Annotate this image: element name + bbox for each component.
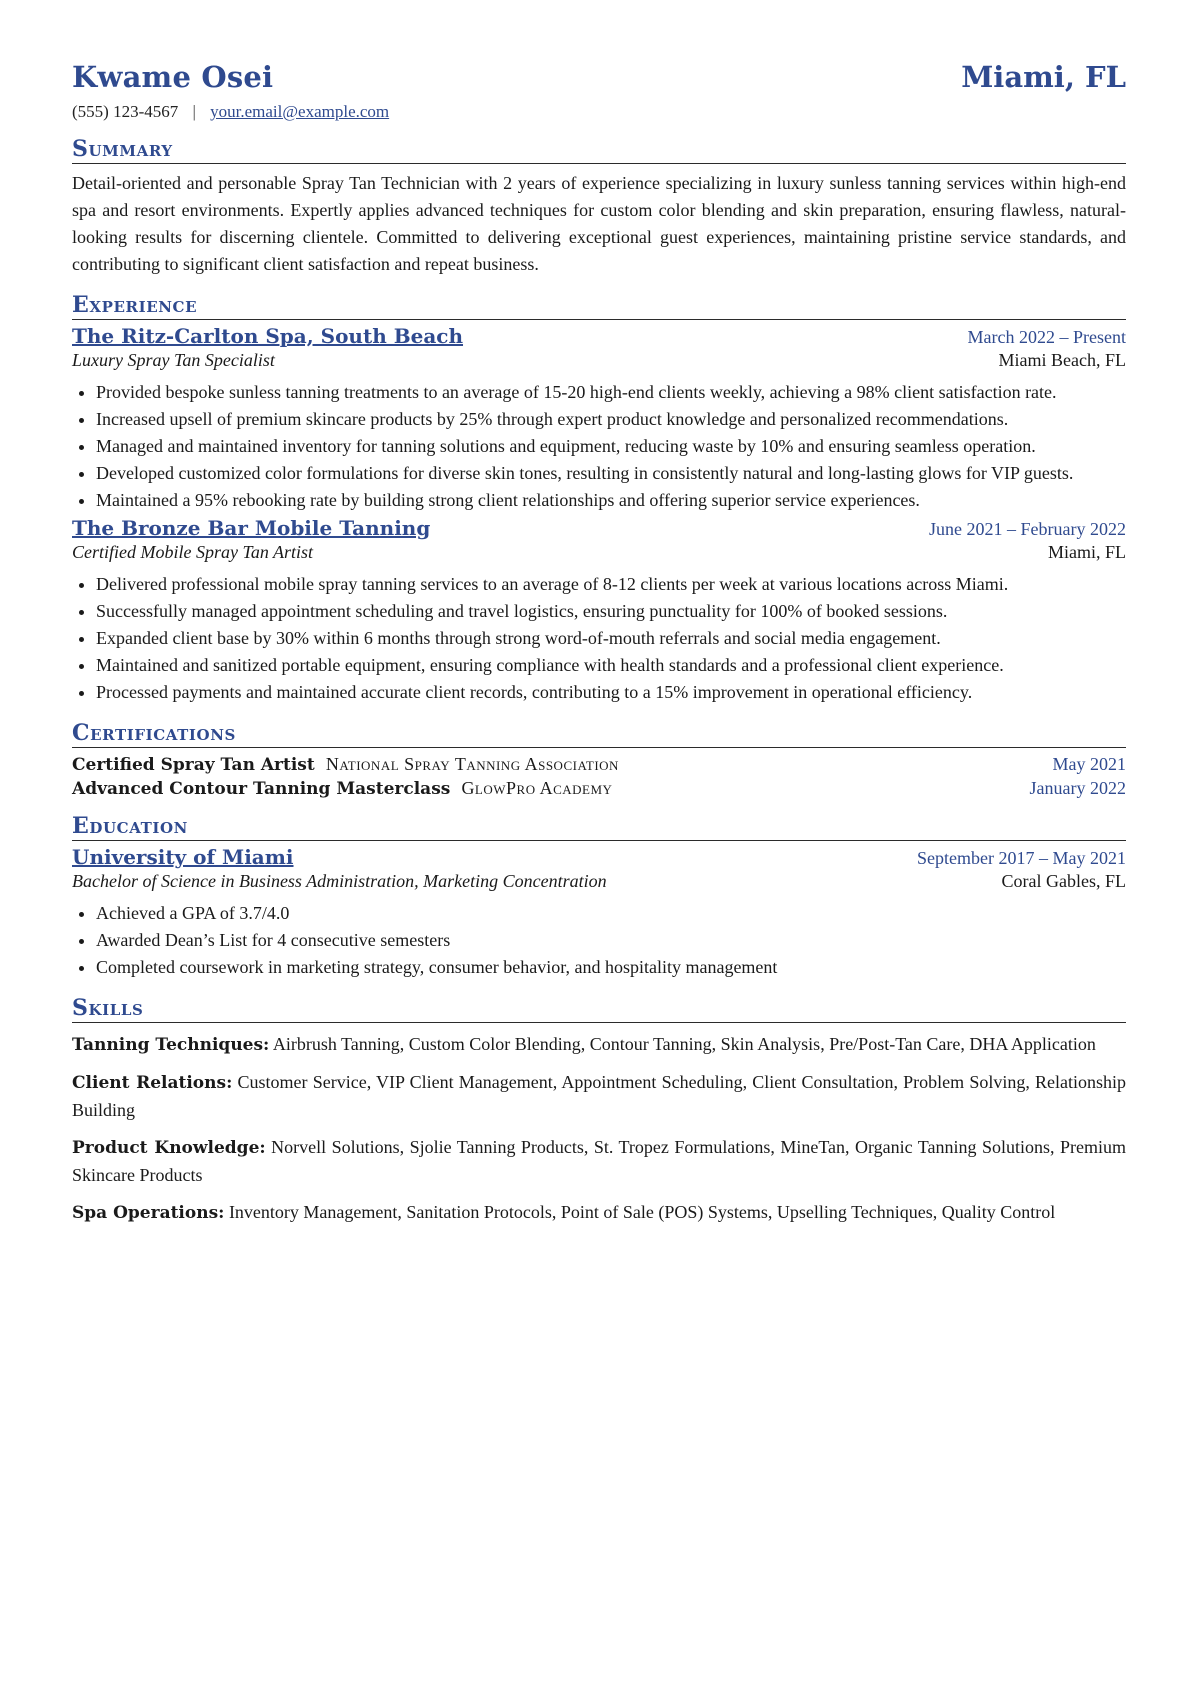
education-dates: September 2017 – May 2021 <box>917 848 1126 868</box>
certification-date: May 2021 <box>1052 754 1126 774</box>
job-location: Miami Beach, FL <box>998 350 1126 370</box>
degree: Bachelor of Science in Business Administration, Marketing Concentration <box>72 871 607 891</box>
bullet-item: • Processed payments and maintained accurate client records, contributing to a 15% improvement in operational efficiency. <box>96 679 1126 706</box>
job-organization-link[interactable]: The Bronze Bar Mobile Tanning <box>72 516 431 540</box>
skill-label: Spa Operations: <box>72 1203 225 1223</box>
certification-date: January 2022 <box>1029 778 1126 798</box>
job-role: Luxury Spray Tan Specialist <box>72 350 275 370</box>
contact-line <box>72 102 1126 122</box>
certifications-heading: Certifications <box>72 720 1126 748</box>
certification-row <box>72 778 1126 799</box>
skills-heading: Skills <box>72 995 1126 1023</box>
education-heading: Education <box>72 813 1126 841</box>
phone-number: (555) 123-4567 <box>72 102 179 121</box>
certification-issuer: National Spray Tanning Association <box>325 754 619 774</box>
bullet-item: • Achieved a GPA of 3.7/4.0 <box>96 900 1126 927</box>
skill-group <box>72 1069 1126 1124</box>
resume-page <box>72 60 1126 1227</box>
skill-group <box>72 1134 1126 1189</box>
education-bullets <box>72 900 1126 981</box>
skill-values: Airbrush Tanning, Custom Color Blending, Contour Tanning, Skin Analysis, Pre/Post-Tan Care, DHA Application <box>272 1034 1096 1054</box>
education-entry <box>72 845 1126 981</box>
bullet-item: • Developed customized color formulations for diverse skin tones, resulting in consistently natural and long-lasting glows for VIP guests. <box>96 460 1126 487</box>
bullet-item: • Expanded client base by 30% within 6 months through strong word-of-mouth referrals and social media engagement. <box>96 625 1126 652</box>
bullet-item: • Maintained and sanitized portable equipment, ensuring compliance with health standards and a professional client experience. <box>96 652 1126 679</box>
email-link[interactable]: your.email@example.com <box>210 102 390 121</box>
skill-group <box>72 1031 1126 1059</box>
bullet-item: • Increased upsell of premium skincare products by 25% through expert product knowledge and personalized recommendations. <box>96 406 1126 433</box>
contact-separator: | <box>192 102 196 121</box>
certification-issuer: GlowPro Academy <box>461 778 613 798</box>
job-dates: March 2022 – Present <box>967 327 1126 347</box>
skill-label: Product Knowledge: <box>72 1138 266 1158</box>
certification-name: Advanced Contour Tanning Masterclass <box>72 779 451 799</box>
skill-values: Inventory Management, Sanitation Protocols, Point of Sale (POS) Systems, Upselling Techniques, Quality Control <box>228 1202 1056 1222</box>
job-bullets <box>72 571 1126 706</box>
job-organization-link[interactable]: The Ritz-Carlton Spa, South Beach <box>72 324 464 348</box>
experience-heading: Experience <box>72 292 1126 320</box>
candidate-location: Miami, FL <box>961 60 1126 94</box>
school-link[interactable]: University of Miami <box>72 845 294 869</box>
bullet-item: • Delivered professional mobile spray tanning services to an average of 8-12 clients per week at various locations across Miami. <box>96 571 1126 598</box>
skill-values: Customer Service, VIP Client Management, Appointment Scheduling, Client Consultation, Problem Solving, Relationship Building <box>72 1072 1127 1120</box>
job-location: Miami, FL <box>1047 542 1126 562</box>
candidate-name: Kwame Osei <box>72 60 274 94</box>
bullet-item: • Awarded Dean’s List for 4 consecutive semesters <box>96 927 1126 954</box>
job-role: Certified Mobile Spray Tan Artist <box>72 542 314 562</box>
certification-name: Certified Spray Tan Artist <box>72 755 315 775</box>
summary-heading: Summary <box>72 136 1126 164</box>
job-bullets <box>72 379 1126 514</box>
job-entry <box>72 324 1126 514</box>
job-dates: June 2021 – February 2022 <box>929 519 1126 539</box>
summary-text: Detail-oriented and personable Spray Tan Technician with 2 years of experience specializing in luxury sunless tanning services within high-end spa and resort environments. Expertly applies advanced techniques for custom color blending and skin preparation, ensuring flawless, natural-looking results for discerning clientele. Committed to delivering exceptional guest experiences, maintaining pristine service standards, and contributing to significant client satisfaction and repeat business. <box>72 173 1126 274</box>
bullet-item: • Maintained a 95% rebooking rate by building strong client relationships and offering superior service experiences. <box>96 487 1126 514</box>
resume-header <box>72 60 1126 94</box>
bullet-item: • Provided bespoke sunless tanning treatments to an average of 15-20 high-end clients weekly, achieving a 98% client satisfaction rate. <box>96 379 1126 406</box>
skill-values: Norvell Solutions, Sjolie Tanning Products, St. Tropez Formulations, MineTan, Organic Tanning Solutions, Premium Skincare Products <box>72 1137 1126 1185</box>
bullet-item: • Successfully managed appointment scheduling and travel logistics, ensuring punctuality for 100% of booked sessions. <box>96 598 1126 625</box>
job-entry <box>72 516 1126 706</box>
certification-row <box>72 754 1126 775</box>
skill-label: Client Relations: <box>72 1073 233 1093</box>
bullet-item: • Managed and maintained inventory for tanning solutions and equipment, reducing waste by 10% and ensuring seamless operation. <box>96 433 1126 460</box>
skill-label: Tanning Techniques: <box>72 1035 270 1055</box>
education-location: Coral Gables, FL <box>1001 871 1126 891</box>
skill-group <box>72 1199 1126 1227</box>
bullet-item: • Completed coursework in marketing strategy, consumer behavior, and hospitality management <box>96 954 1126 981</box>
